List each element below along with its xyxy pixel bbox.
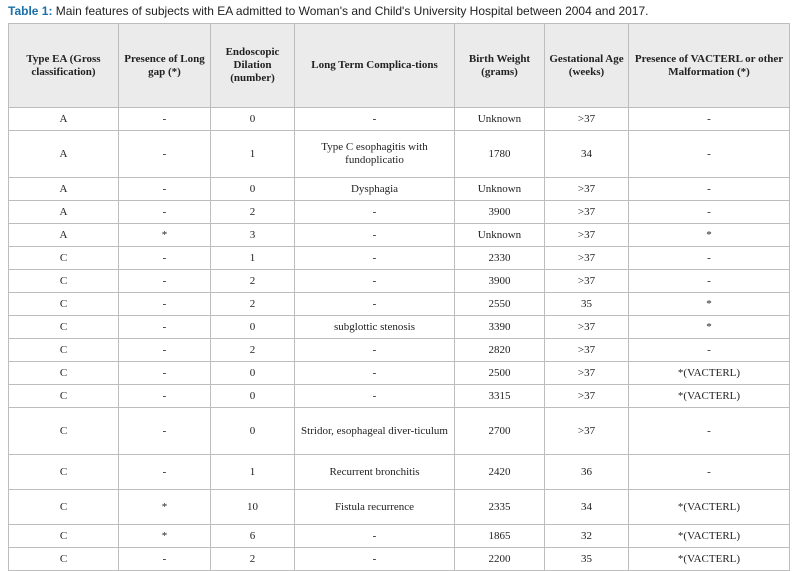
cell-birth-weight: Unknown — [455, 224, 545, 247]
cell-malformation: *(VACTERL) — [629, 385, 790, 408]
cell-gestational-age: 36 — [545, 455, 629, 490]
cell-birth-weight: Unknown — [455, 178, 545, 201]
table-row — [9, 490, 790, 525]
cell-dilation: 10 — [211, 490, 295, 525]
cell-dilation: 2 — [211, 270, 295, 293]
table-row — [9, 408, 790, 455]
cell-dilation: 0 — [211, 108, 295, 131]
cell-complications: - — [295, 270, 455, 293]
cell-long-gap: * — [119, 525, 211, 548]
caption-label: Table 1: — [8, 4, 53, 18]
header-birth-weight: Birth Weight (grams) — [455, 24, 545, 108]
cell-type-ea: C — [9, 339, 119, 362]
cell-birth-weight: 2820 — [455, 339, 545, 362]
table-row — [9, 131, 790, 178]
cell-type-ea: A — [9, 131, 119, 178]
cell-complications: - — [295, 525, 455, 548]
cell-complications: - — [295, 224, 455, 247]
cell-complications: - — [295, 108, 455, 131]
header-malformation: Presence of VACTERL or other Malformation (*) — [629, 24, 790, 108]
cell-malformation: - — [629, 178, 790, 201]
cell-type-ea: C — [9, 385, 119, 408]
cell-gestational-age: >37 — [545, 408, 629, 455]
header-endoscopic-dilation: Endoscopic Dilation (number) — [211, 24, 295, 108]
cell-dilation: 2 — [211, 201, 295, 224]
cell-birth-weight: 3900 — [455, 201, 545, 224]
cell-long-gap: - — [119, 201, 211, 224]
cell-gestational-age: >37 — [545, 201, 629, 224]
cell-gestational-age: >37 — [545, 247, 629, 270]
cell-long-gap: - — [119, 408, 211, 455]
cell-dilation: 1 — [211, 455, 295, 490]
cell-complications: Recurrent bronchitis — [295, 455, 455, 490]
cell-birth-weight: 2550 — [455, 293, 545, 316]
cell-type-ea: C — [9, 270, 119, 293]
header-row — [9, 24, 790, 108]
cell-long-gap: - — [119, 247, 211, 270]
cell-gestational-age: 32 — [545, 525, 629, 548]
cell-birth-weight: Unknown — [455, 108, 545, 131]
header-type-ea: Type EA (Gross classification) — [9, 24, 119, 108]
cell-complications: Stridor, esophageal diver-ticulum — [295, 408, 455, 455]
cell-dilation: 0 — [211, 178, 295, 201]
cell-long-gap: - — [119, 316, 211, 339]
cell-complications: - — [295, 201, 455, 224]
cell-complications: subglottic stenosis — [295, 316, 455, 339]
cell-malformation: *(VACTERL) — [629, 548, 790, 571]
cell-complications: Dysphagia — [295, 178, 455, 201]
cell-gestational-age: >37 — [545, 108, 629, 131]
cell-dilation: 1 — [211, 247, 295, 270]
cell-malformation: * — [629, 293, 790, 316]
cell-dilation: 2 — [211, 339, 295, 362]
cell-complications: Type C esophagitis with fundoplicatio — [295, 131, 455, 178]
cell-malformation: *(VACTERL) — [629, 525, 790, 548]
cell-birth-weight: 2500 — [455, 362, 545, 385]
cell-malformation: - — [629, 108, 790, 131]
table-row — [9, 293, 790, 316]
cell-birth-weight: 1865 — [455, 525, 545, 548]
cell-birth-weight: 2420 — [455, 455, 545, 490]
cell-birth-weight: 2335 — [455, 490, 545, 525]
cell-type-ea: A — [9, 201, 119, 224]
cell-long-gap: - — [119, 455, 211, 490]
cell-dilation: 1 — [211, 131, 295, 178]
cell-dilation: 2 — [211, 293, 295, 316]
cell-long-gap: * — [119, 224, 211, 247]
cell-type-ea: A — [9, 224, 119, 247]
cell-birth-weight: 1780 — [455, 131, 545, 178]
cell-birth-weight: 3315 — [455, 385, 545, 408]
cell-complications: - — [295, 548, 455, 571]
cell-type-ea: C — [9, 362, 119, 385]
cell-malformation: - — [629, 455, 790, 490]
table-row — [9, 339, 790, 362]
cell-malformation: * — [629, 224, 790, 247]
cell-complications: - — [295, 247, 455, 270]
cell-dilation: 0 — [211, 316, 295, 339]
cell-long-gap: - — [119, 108, 211, 131]
cell-malformation: *(VACTERL) — [629, 362, 790, 385]
table-row — [9, 201, 790, 224]
cell-dilation: 2 — [211, 548, 295, 571]
cell-long-gap: * — [119, 490, 211, 525]
cell-type-ea: C — [9, 293, 119, 316]
table-caption — [8, 4, 648, 18]
cell-malformation: *(VACTERL) — [629, 490, 790, 525]
cell-gestational-age: 35 — [545, 548, 629, 571]
cell-birth-weight: 2700 — [455, 408, 545, 455]
cell-complications: - — [295, 385, 455, 408]
cell-gestational-age: >37 — [545, 270, 629, 293]
cell-malformation: - — [629, 339, 790, 362]
cell-dilation: 3 — [211, 224, 295, 247]
cell-long-gap: - — [119, 385, 211, 408]
cell-malformation: - — [629, 131, 790, 178]
cell-gestational-age: 34 — [545, 131, 629, 178]
cell-type-ea: C — [9, 408, 119, 455]
cell-long-gap: - — [119, 178, 211, 201]
cell-gestational-age: >37 — [545, 385, 629, 408]
table-row — [9, 108, 790, 131]
cell-type-ea: C — [9, 316, 119, 339]
cell-gestational-age: >37 — [545, 224, 629, 247]
table-row — [9, 270, 790, 293]
cell-malformation: * — [629, 316, 790, 339]
cell-type-ea: A — [9, 108, 119, 131]
cell-malformation: - — [629, 247, 790, 270]
cell-long-gap: - — [119, 293, 211, 316]
table-row — [9, 455, 790, 490]
table-row — [9, 385, 790, 408]
cell-complications: - — [295, 293, 455, 316]
cell-gestational-age: 34 — [545, 490, 629, 525]
cell-birth-weight: 2200 — [455, 548, 545, 571]
cell-long-gap: - — [119, 362, 211, 385]
cell-dilation: 0 — [211, 362, 295, 385]
table-row — [9, 548, 790, 571]
cell-birth-weight: 3900 — [455, 270, 545, 293]
ea-subjects-table — [8, 23, 790, 571]
cell-long-gap: - — [119, 270, 211, 293]
cell-type-ea: C — [9, 548, 119, 571]
table-row — [9, 247, 790, 270]
cell-gestational-age: >37 — [545, 178, 629, 201]
table-row — [9, 178, 790, 201]
cell-type-ea: C — [9, 455, 119, 490]
header-gestational-age: Gestational Age (weeks) — [545, 24, 629, 108]
cell-long-gap: - — [119, 131, 211, 178]
cell-complications: - — [295, 339, 455, 362]
cell-long-gap: - — [119, 548, 211, 571]
cell-type-ea: A — [9, 178, 119, 201]
caption-text: Main features of subjects with EA admitted to Woman's and Child's University Hospital between 2004 and 2017. — [52, 4, 649, 18]
header-long-gap: Presence of Long gap (*) — [119, 24, 211, 108]
header-complications: Long Term Complica-tions — [295, 24, 455, 108]
cell-type-ea: C — [9, 490, 119, 525]
cell-gestational-age: >37 — [545, 316, 629, 339]
cell-dilation: 6 — [211, 525, 295, 548]
cell-dilation: 0 — [211, 408, 295, 455]
cell-birth-weight: 3390 — [455, 316, 545, 339]
cell-malformation: - — [629, 408, 790, 455]
table-row — [9, 316, 790, 339]
cell-complications: Fistula recurrence — [295, 490, 455, 525]
cell-complications: - — [295, 362, 455, 385]
cell-gestational-age: 35 — [545, 293, 629, 316]
cell-gestational-age: >37 — [545, 339, 629, 362]
cell-malformation: - — [629, 270, 790, 293]
cell-gestational-age: >37 — [545, 362, 629, 385]
table-row — [9, 362, 790, 385]
cell-dilation: 0 — [211, 385, 295, 408]
cell-long-gap: - — [119, 339, 211, 362]
cell-type-ea: C — [9, 525, 119, 548]
table-body — [9, 108, 790, 571]
table-row — [9, 525, 790, 548]
cell-birth-weight: 2330 — [455, 247, 545, 270]
table-row — [9, 224, 790, 247]
cell-malformation: - — [629, 201, 790, 224]
cell-type-ea: C — [9, 247, 119, 270]
